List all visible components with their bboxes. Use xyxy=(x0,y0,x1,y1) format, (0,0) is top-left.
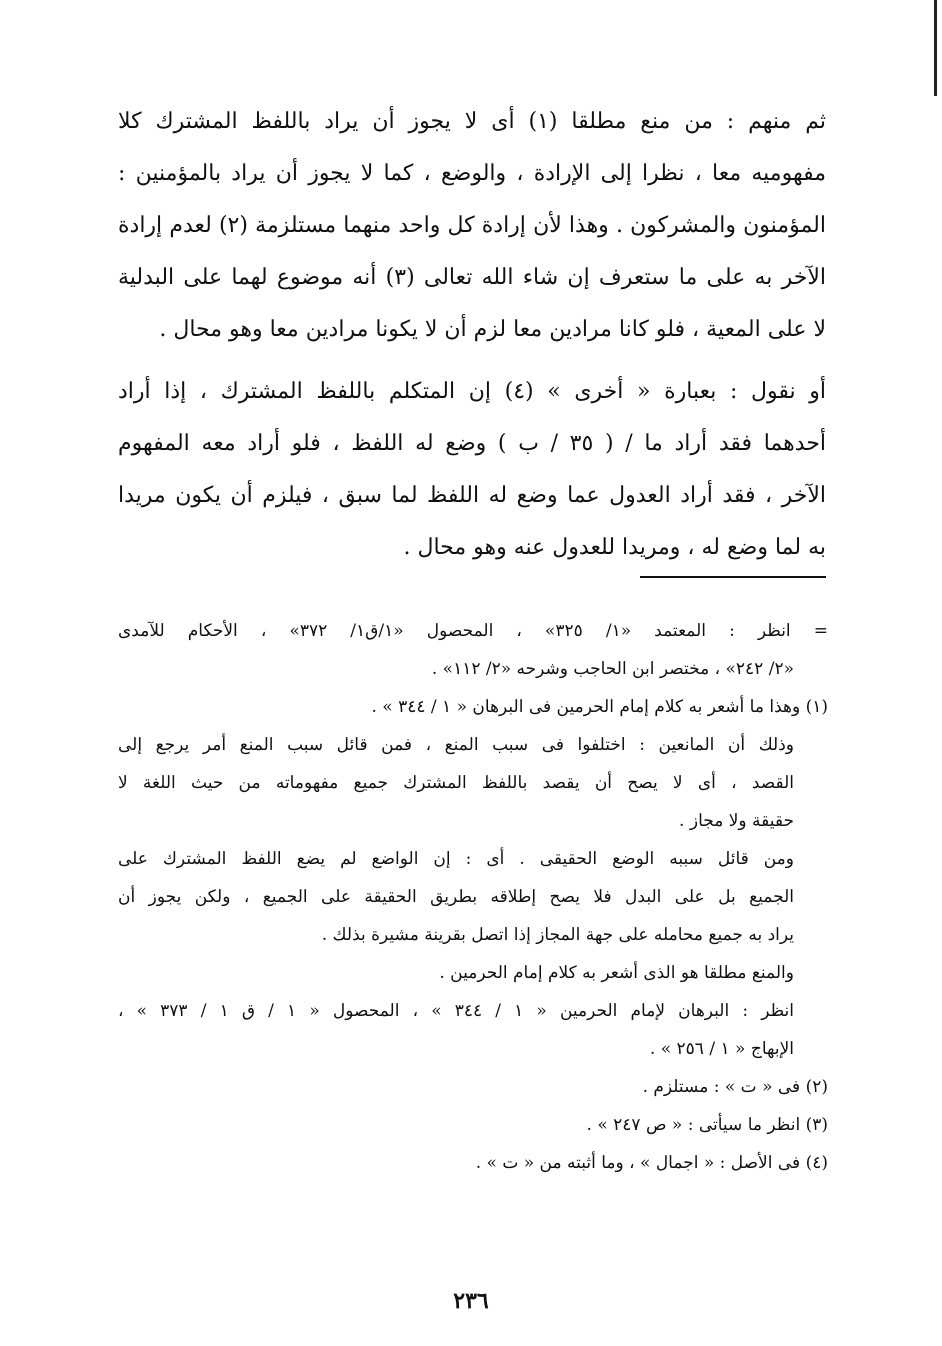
footnote-line: حقيقة ولا مجاز . xyxy=(679,811,794,831)
main-line: ثم منهم : من منع مطلقا (١) أى لا يجوز أن يراد باللفظ المشترك كلا xyxy=(118,109,826,134)
footnote-line: ومن قائل سببه الوضع الحقيقى . أى : إن الواضع لم يضع اللفظ المشترك على xyxy=(118,849,794,869)
footnote-line: يراد به جميع محامله على جهة المجاز إذا اتصل بقرينة مشيرة بذلك . xyxy=(321,925,794,945)
footnote-4: (٤) فى الأصل : « اجمال » ، وما أثبته من « ت » . xyxy=(475,1153,828,1173)
main-text xyxy=(118,96,826,574)
footnote-line: وذلك أن المانعين : اختلفوا فى سبب المنع ، فمن قائل سبب المنع أمر يرجع إلى xyxy=(118,735,794,755)
page-edge-line xyxy=(934,0,937,96)
main-line: لا على المعية ، فلو كانا مرادين معا لزم أن لا يكونا مرادين معا وهو محال . xyxy=(159,317,826,342)
main-line: الآخر به على ما ستعرف إن شاء الله تعالى (٣) أنه موضوع لهما على البدلية xyxy=(118,265,826,290)
page-number: ٢٣٦ xyxy=(453,1288,489,1314)
footnotes xyxy=(118,612,828,1182)
footnote-line: «٢/ ٢٤٢» ، مختصر ابن الحاجب وشرحه «٢/ ١١٢» . xyxy=(431,659,794,679)
main-line: أو نقول : بعبارة « أخرى » (٤) إن المتكلم باللفظ المشترك ، إذا أراد xyxy=(118,379,826,404)
footnote-line: والمنع مطلقا هو الذى أشعر به كلام إمام الحرمين . xyxy=(439,963,794,983)
footnote-1-head: (١) وهذا ما أشعر به كلام إمام الحرمين فى البرهان « ١ / ٣٤٤ » . xyxy=(371,697,828,717)
main-line: مفهوميه معا ، نظرا إلى الإرادة ، والوضع ، كما لا يجوز أن يراد بالمؤمنين : xyxy=(118,161,826,186)
footnote-line: = انظر : المعتمد «١/ ٣٢٥» ، المحصول «١/ق١/ ٣٧٢» ، الأحكام للآمدى xyxy=(118,621,828,641)
footnote-line: الجميع بل على البدل فلا يصح إطلاقه بطريق الحقيقة على الجميع ، ولكن يجوز أن xyxy=(118,887,794,907)
footnote-3: (٣) انظر ما سيأتى : « ص ٢٤٧ » . xyxy=(586,1115,828,1135)
main-line: الآخر ، فقد أراد العدول عما وضع له اللفظ لما سبق ، فيلزم أن يكون مريدا xyxy=(118,483,826,508)
footnote-2: (٢) فى « ت » : مستلزم . xyxy=(642,1077,828,1097)
footnote-line: القصد ، أى لا يصح أن يقصد باللفظ المشترك جميع مفهوماته من حيث اللغة لا xyxy=(118,773,794,793)
footnote-line: الإبهاج « ١ / ٢٥٦ » . xyxy=(649,1039,794,1059)
footnote-line: انظر : البرهان لإمام الحرمين « ١ / ٣٤٤ » ، المحصول « ١ / ق ١ / ٣٧٣ » ، xyxy=(118,1001,794,1021)
footnote-separator xyxy=(640,576,826,578)
main-line: به لما وضع له ، ومريدا للعدول عنه وهو محال . xyxy=(403,535,826,560)
main-line: المؤمنون والمشركون . وهذا لأن إرادة كل واحد منهما مستلزمة (٢) لعدم إرادة xyxy=(118,213,826,238)
main-line: أحدهما فقد أراد ما / ( ٣٥ / ب ) وضع له اللفظ ، فلو أراد معه المفهوم xyxy=(118,431,826,456)
